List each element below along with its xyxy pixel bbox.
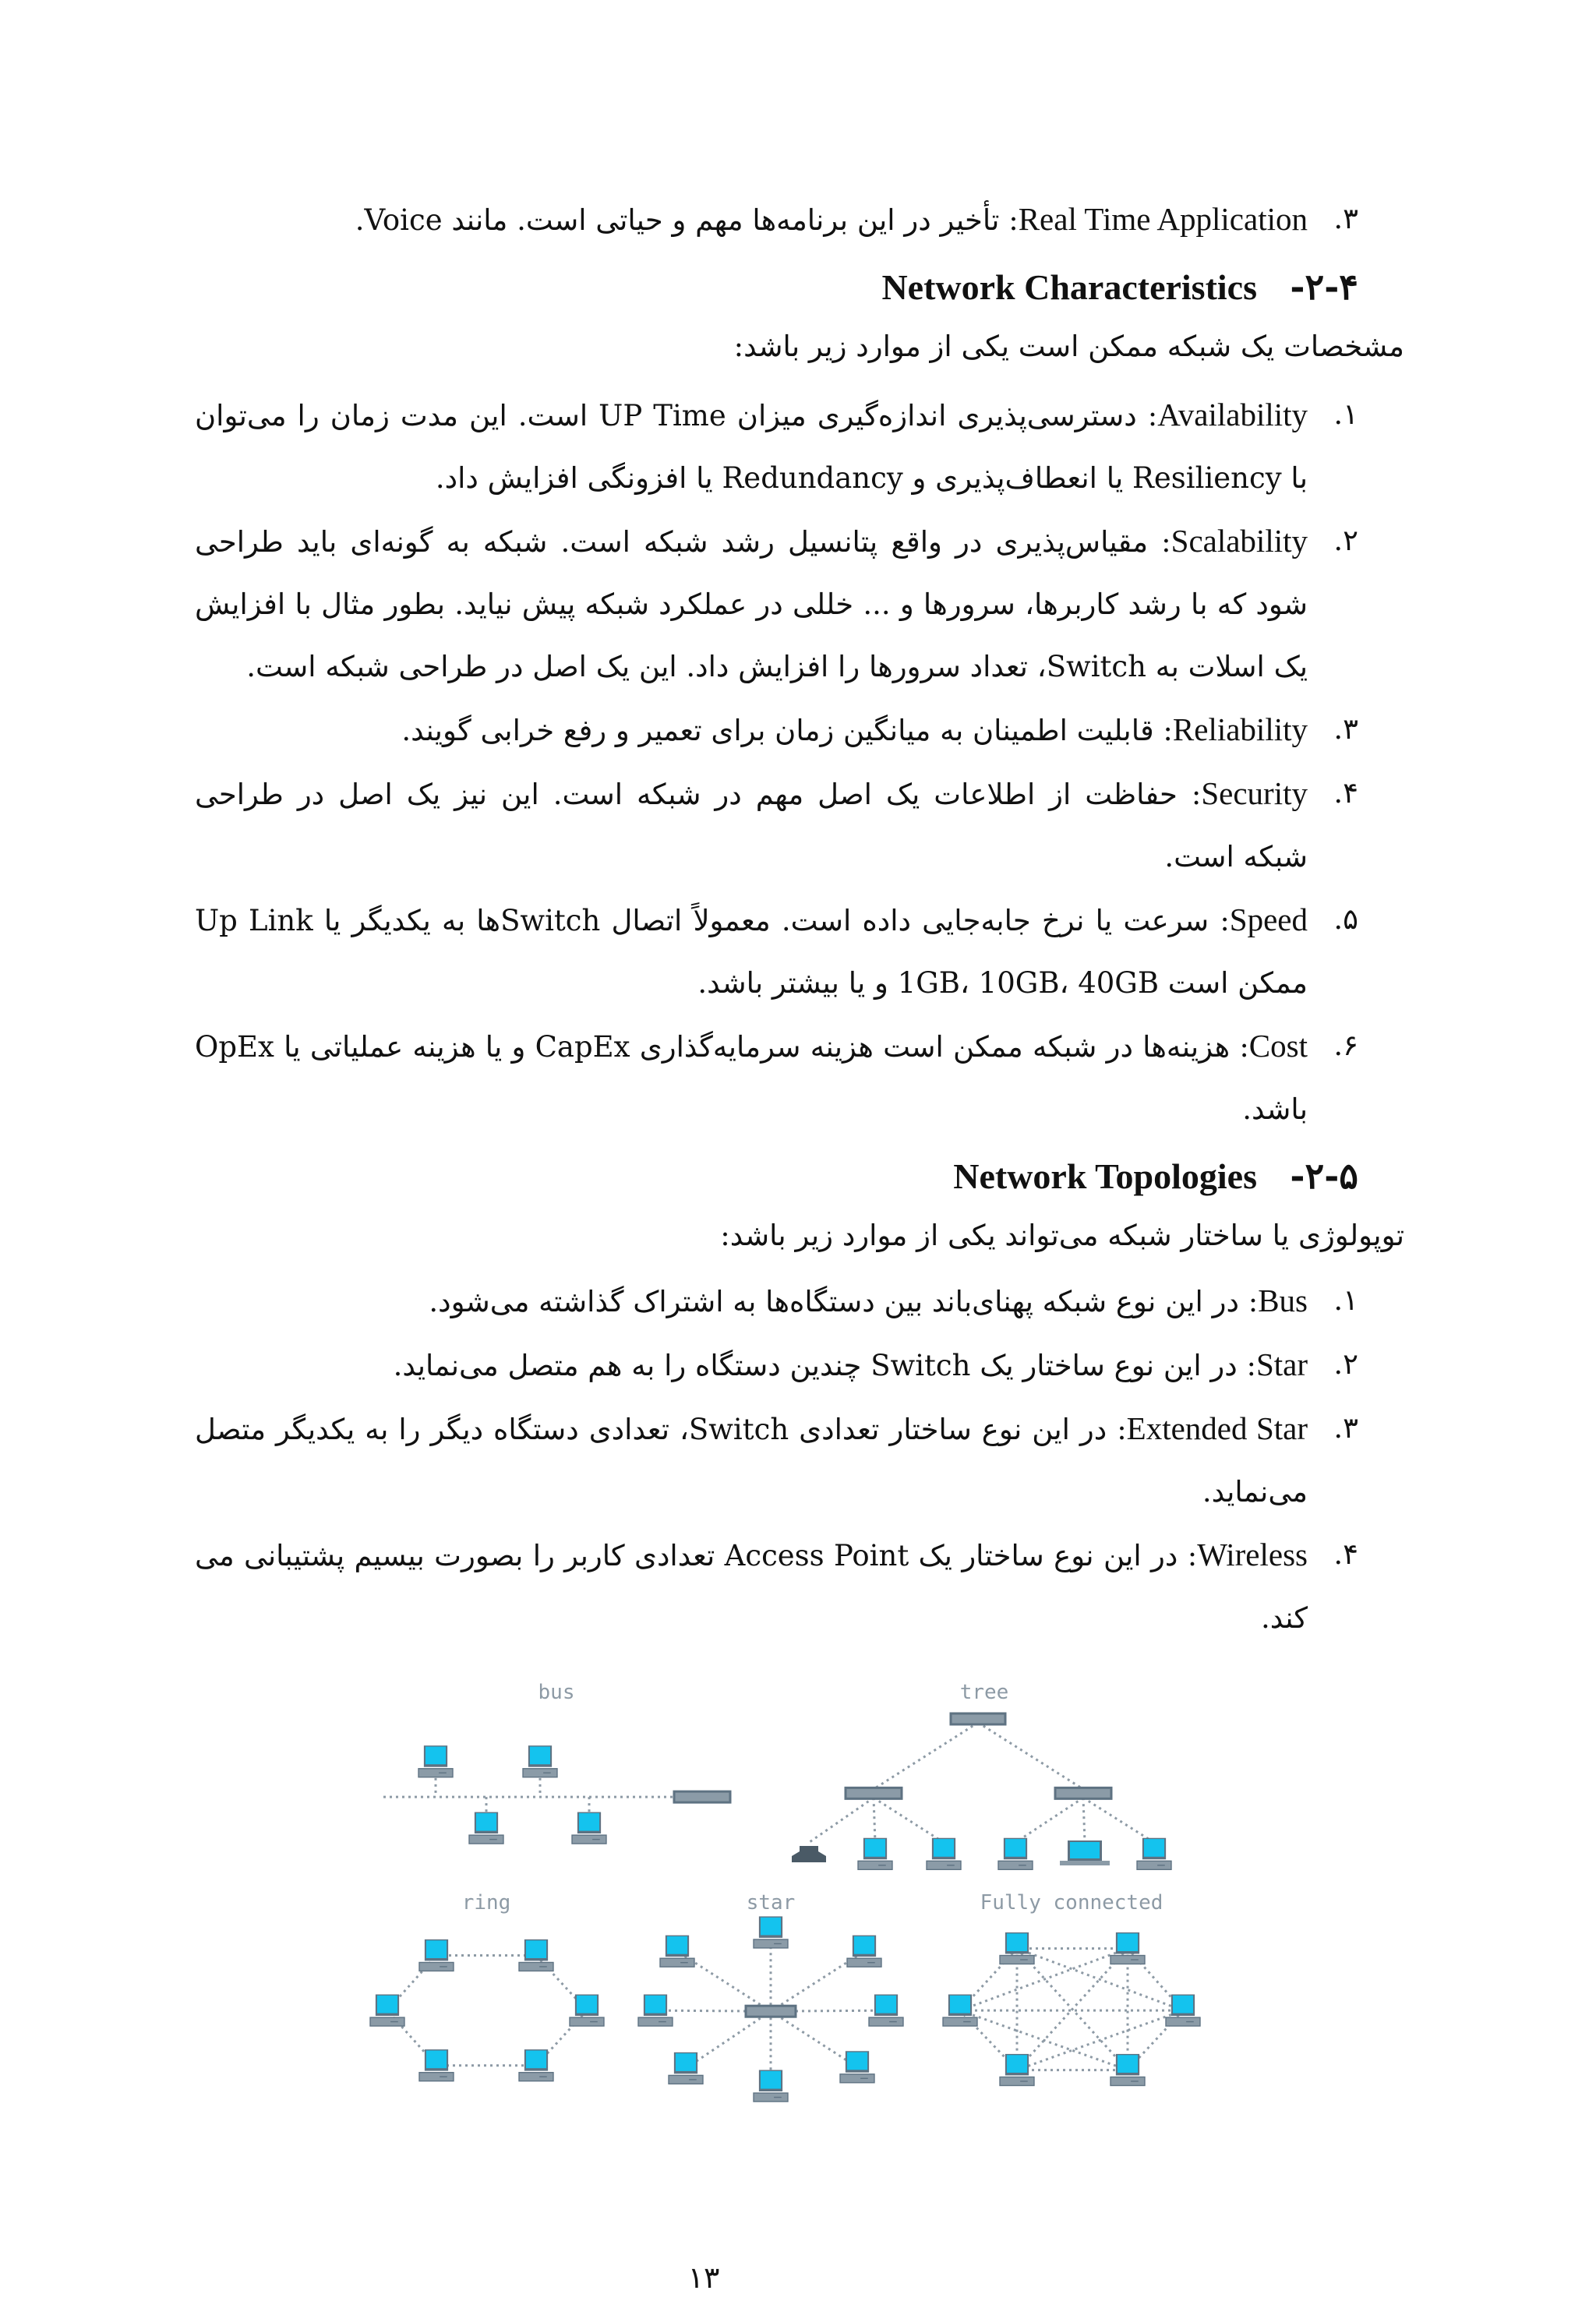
list-item-scalability	[195, 510, 1358, 698]
computer-icon	[660, 1936, 694, 1967]
computer-icon	[1137, 1838, 1171, 1870]
computer-icon	[754, 1916, 788, 1948]
section-heading-characteristics	[195, 259, 1358, 316]
computer-icon	[1000, 2054, 1034, 2086]
section-title: Network Topologies	[953, 1156, 1257, 1196]
switch-icon	[1055, 1788, 1111, 1798]
label-ring: ring	[461, 1891, 511, 1915]
item-label: Availability	[1157, 397, 1308, 432]
switch-icon	[674, 1791, 730, 1802]
topologies-list	[195, 1269, 1404, 1650]
item-text: : هزینه‌ها در شبکه ممکن است هزینه سرمایه‌گذاری CapEx و یا هزینه عملیاتی یا OpEx باشد.	[195, 1030, 1308, 1126]
item-label: Extended Star	[1126, 1410, 1308, 1446]
link-line	[960, 2010, 1128, 2070]
link-line	[1015, 1798, 1083, 1842]
computer-icon	[669, 2052, 703, 2084]
list-item-star	[195, 1333, 1358, 1397]
item-number: ۳.	[1333, 202, 1358, 235]
item-label: Star	[1255, 1346, 1308, 1382]
link-line	[874, 1798, 944, 1842]
computer-icon	[572, 1812, 606, 1844]
label-tree: tree	[959, 1681, 1009, 1704]
link-line	[771, 2011, 857, 2067]
item-text: : در این نوع ساختار یک Access Point تعدادی کاربر را بصورت بیسیم پشتیبانی می کند.	[195, 1539, 1308, 1635]
item-number: ۲.	[1333, 524, 1358, 557]
section-number: ۲-۵-	[1290, 1155, 1358, 1197]
item-number: ۴.	[1333, 1537, 1358, 1571]
item-text: : حفاظت از اطلاعات یک اصل مهم در شبکه است. این نیز یک اصل در طراحی شبکه است.	[195, 778, 1308, 873]
link-line	[978, 1723, 1083, 1789]
printer-icon	[792, 1846, 826, 1862]
item-number: ۲.	[1333, 1347, 1358, 1381]
page-content	[195, 188, 1404, 2301]
item-text: : در این نوع شبکه پهنای‌باند بین دستگاه‌ها به اشتراک گذاشته می‌شود.	[429, 1285, 1259, 1318]
list-item-real-time	[195, 188, 1358, 252]
network-topologies-diagram	[358, 1666, 1216, 2118]
list-item-extended-star	[195, 1397, 1358, 1523]
computer-icon	[858, 1838, 892, 1870]
item-text: : سرعت یا نرخ جابه‌جایی داده است. معمولاً اتصال Switchها به یکدیگر یا Up Link ممکن است 1GB، 10GB، 40GB و یا بیشتر باشد.	[195, 904, 1308, 1000]
item-text: : در این نوع ساختار تعدادی Switch، تعدادی دستگاه دیگر را به یکدیگر متصل می‌نماید.	[195, 1413, 1308, 1509]
computer-icon	[1110, 1932, 1145, 1964]
item-label: Bus	[1258, 1283, 1308, 1318]
item-label: Security	[1201, 775, 1308, 811]
link-line	[874, 1723, 978, 1789]
item-label: Speed	[1229, 902, 1308, 937]
computer-icon	[370, 1995, 404, 2027]
switch-icon	[951, 1713, 1005, 1724]
item-label: Wireless	[1197, 1537, 1308, 1572]
computer-icon	[754, 2070, 788, 2102]
item-label: Reliability	[1172, 711, 1308, 747]
link-line	[686, 2011, 771, 2068]
computer-icon	[419, 1939, 454, 1971]
link-line	[1083, 1798, 1085, 1842]
computer-icon	[1000, 1932, 1034, 1964]
switch-icon	[846, 1788, 902, 1798]
list-item-availability	[195, 383, 1358, 510]
section-heading-topologies	[195, 1148, 1358, 1205]
item-text: : در این نوع ساختار یک Switch چندین دستگاه را به هم متصل می‌نماید.	[393, 1349, 1256, 1382]
link-line	[1017, 1949, 1128, 2070]
label-star: star	[746, 1891, 796, 1915]
link-line	[874, 1798, 875, 1842]
list-item-speed	[195, 888, 1358, 1015]
computer-icon	[1110, 2054, 1145, 2086]
section-intro: توپولوژی یا ساختار شبکه می‌تواند یکی از موارد زیر باشد:	[720, 1219, 1404, 1252]
item-label: Cost	[1248, 1028, 1308, 1064]
link-line	[960, 1949, 1128, 2011]
switch-icon	[746, 2006, 796, 2017]
link-line	[1017, 1949, 1183, 2011]
item-text: : دسترسی‌پذیری اندازه‌گیری میزان UP Time است. این مدت زمان را می‌توان با Resiliency یا انعطاف‌پذیری و Redundancy یا افزونگی افزایش داد.	[195, 399, 1308, 495]
computer-icon	[869, 1995, 903, 2027]
characteristics-list	[195, 383, 1404, 1141]
list-item-security	[195, 762, 1358, 888]
link-line	[1017, 2010, 1183, 2070]
link-line	[1083, 1798, 1154, 1842]
computer-icon	[469, 1812, 503, 1844]
computer-icon	[418, 1745, 453, 1777]
item-text: : مقیاس‌پذیری در واقع پتانسیل رشد شبکه است. شبکه به گونه‌ای باید طراحی شود که با رشد کاربرها، سرورها و ... خللی در عملکرد شبکه پیش نیاید. بطور مثال با افزایش یک اسلات به Switch، تعداد سرورها را افزایش داد. این یک اصل در طراحی شبکه است.	[195, 525, 1308, 683]
computer-icon	[840, 2051, 874, 2083]
page-number: ۱۳	[687, 2260, 720, 2295]
computer-icon	[998, 1838, 1033, 1870]
section-number: ۲-۴-	[1290, 266, 1358, 308]
item-number: ۴.	[1333, 776, 1358, 810]
item-number: ۵.	[1333, 902, 1358, 936]
item-label: Real Time Application	[1018, 201, 1308, 237]
label-bus: bus	[538, 1681, 575, 1704]
list-item-bus	[195, 1269, 1358, 1333]
computer-icon	[927, 1838, 961, 1870]
laptop-icon	[1060, 1840, 1110, 1865]
list-item-reliability	[195, 698, 1358, 762]
item-text: : قابلیت اطمینان به میانگین زمان برای تعمیر و رفع خرابی گویند.	[401, 714, 1173, 747]
item-number: ۱.	[1333, 397, 1358, 431]
computer-icon	[943, 1995, 977, 2027]
list-item-wireless	[195, 1523, 1358, 1650]
list-item-cost	[195, 1015, 1358, 1141]
section-intro: مشخصات یک شبکه ممکن است یکی از موارد زیر باشد:	[733, 330, 1404, 363]
link-line	[809, 1798, 874, 1842]
item-number: ۱.	[1333, 1283, 1358, 1317]
label-fully-connected: Fully connected	[980, 1891, 1163, 1915]
item-number: ۶.	[1333, 1029, 1358, 1062]
item-label: Scalability	[1171, 523, 1308, 559]
item-number: ۳.	[1333, 712, 1358, 746]
section-title: Network Characteristics	[881, 267, 1257, 307]
item-number: ۳.	[1333, 1411, 1358, 1445]
computer-icon	[638, 1995, 673, 2027]
computer-icon	[523, 1745, 557, 1777]
computer-icon	[1166, 1995, 1200, 2027]
computer-icon	[847, 1936, 881, 1967]
item-text: : تأخیر در این برنامه‌ها مهم و حیاتی است. مانند Voice.	[355, 203, 1019, 237]
